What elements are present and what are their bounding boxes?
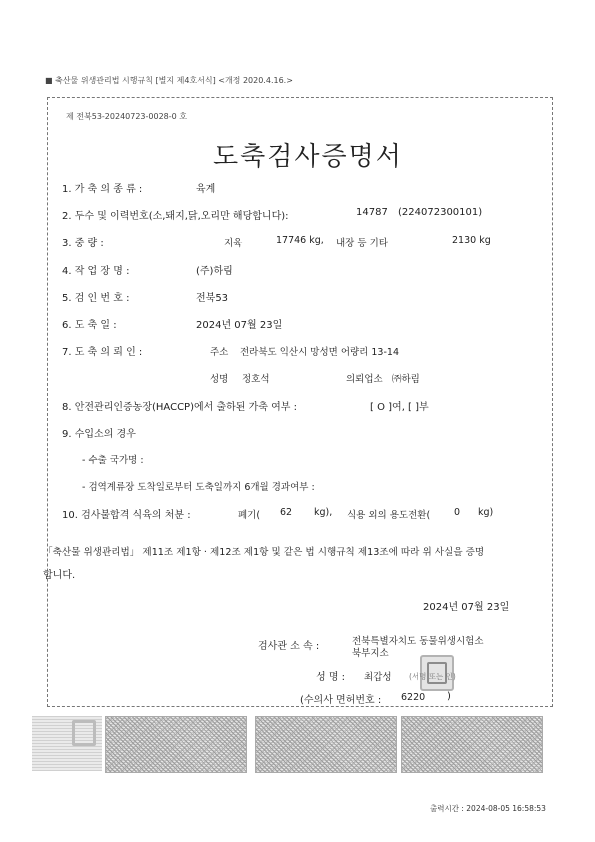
inspector-org-line-2: 북부지소 — [352, 648, 389, 659]
requester-address: 전라북도 익산시 망성면 어량리 13-14 — [240, 347, 399, 358]
security-pattern-1 — [105, 716, 247, 773]
haccp-choice: [ O ]여, [ ]부 — [370, 402, 429, 413]
scrap-label: 폐기( — [238, 510, 261, 521]
inspector-name: 최갑성 — [364, 672, 392, 683]
carcass-label: 지육 — [224, 238, 243, 249]
regulation-header: ■ 축산물 위생관리법 시행규칙 [별지 제4호서식] <개정 2020.4.16.> — [45, 76, 293, 85]
slaughter-date-label: 6. 도 축 일 : — [62, 320, 117, 331]
security-pattern-2 — [255, 716, 397, 773]
export-country-label: - 수출 국가명 : — [82, 455, 144, 466]
haccp-label: 8. 안전관리인증농장(HACCP)에서 출하된 가축 여부 : — [62, 402, 298, 413]
security-pattern-3 — [401, 716, 543, 773]
quarantine-elapsed-label: - 검역계류장 도착일로부터 도축일까지 6개월 경과여부 : — [82, 482, 315, 493]
license-label: (수의사 면허번호 : — [300, 695, 382, 706]
disposal-label: 10. 검사불합격 식육의 처분 : — [62, 510, 191, 521]
requester-business: ㈜하림 — [392, 374, 420, 385]
license-number: 6220 — [401, 692, 426, 703]
inspector-org-line-1: 전북특별자치도 동물위생시험소 — [352, 636, 484, 647]
statement-line-2: 합니다. — [43, 570, 76, 581]
print-time: 출력시간 : 2024-08-05 16:58:53 — [430, 804, 546, 813]
statement-line-1: 「축산물 위생관리법」 제11조 제1항 · 제12조 제1항 및 같은 법 시행규칙 제13조에 따라 위 사실을 증명 — [43, 547, 485, 558]
signature-note: (서명 또는 인) — [409, 672, 456, 681]
inspector-org-label: 검사관 소 속 : — [258, 641, 320, 652]
license-close: ) — [447, 691, 451, 702]
carcass-weight: 17746 kg, — [276, 235, 324, 246]
seal-number-label: 5. 검 인 번 호 : — [62, 293, 130, 304]
species-value: 육계 — [196, 184, 216, 195]
document-title: 도축검사증명서 — [213, 142, 403, 172]
repurpose-label: 식용 외의 용도전환( — [347, 510, 431, 521]
count-label: 2. 두수 및 이력번호(소,돼지,닭,오리만 해당합니다): — [62, 211, 289, 222]
trace-number: (224072300101) — [398, 207, 483, 218]
repurpose-value: 0 — [454, 507, 461, 518]
count-value: 14787 — [356, 207, 388, 218]
requester-name: 정호석 — [242, 374, 270, 385]
requester-label: 7. 도 축 의 뢰 인 : — [62, 347, 143, 358]
repurpose-unit: kg) — [478, 507, 494, 518]
workplace-value: (주)하림 — [196, 266, 233, 277]
weight-label: 3. 중 량 : — [62, 238, 104, 249]
workplace-label: 4. 작 업 장 명 : — [62, 266, 130, 277]
requester-name-label: 성명 — [210, 374, 229, 385]
certificate-number: 제 전북53-20240723-0028-0 호 — [66, 112, 188, 121]
issue-date: 2024년 07월 23일 — [423, 602, 510, 613]
species-label: 1. 가 축 의 종 류 : — [62, 184, 143, 195]
offal-weight: 2130 kg — [452, 235, 491, 246]
inspector-name-label: 성 명 : — [316, 672, 346, 683]
seal-number-value: 전북53 — [196, 293, 229, 304]
requester-business-label: 의뢰업소 — [346, 374, 383, 385]
offal-label: 내장 등 기타 — [336, 238, 388, 249]
slaughter-date-value: 2024년 07월 23일 — [196, 320, 283, 331]
government-seal-mark — [32, 716, 102, 771]
import-label: 9. 수입소의 경우 — [62, 429, 136, 440]
requester-address-label: 주소 — [210, 347, 229, 358]
scrap-value: 62 — [280, 507, 293, 518]
scrap-unit: kg), — [314, 507, 333, 518]
